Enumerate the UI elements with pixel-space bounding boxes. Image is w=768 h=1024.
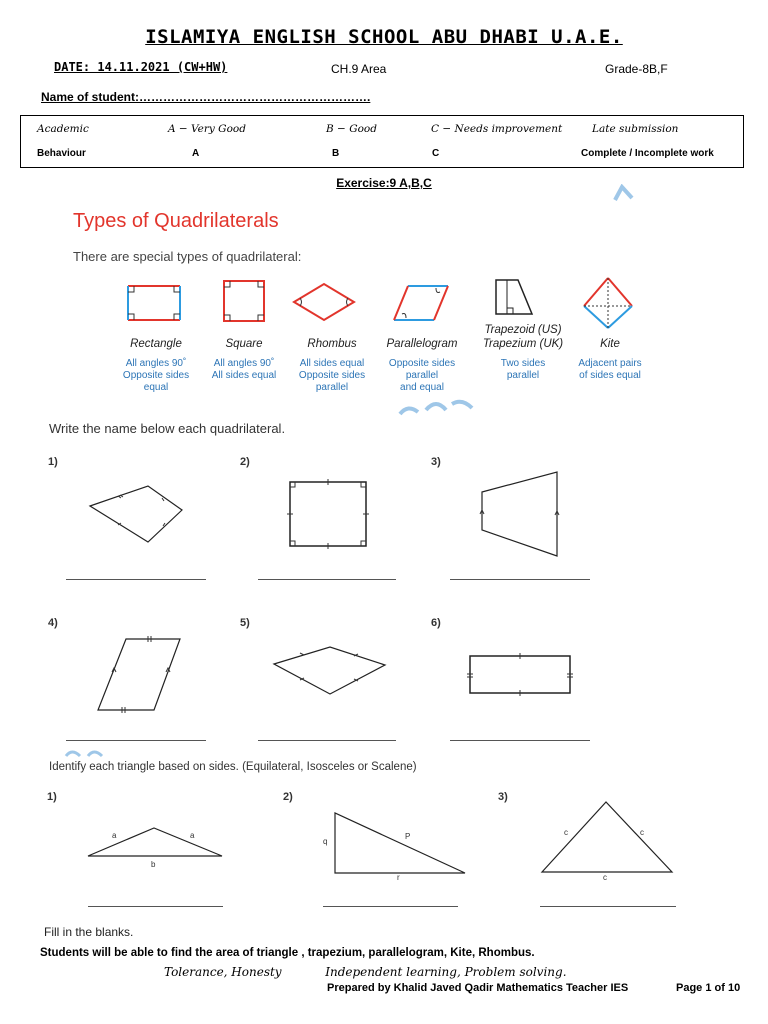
rhombus-figure bbox=[294, 284, 354, 320]
quadrilaterals-title: Types of Quadrilaterals bbox=[73, 210, 279, 232]
triangle-3-side-label: c bbox=[640, 828, 644, 837]
quadrilateral-figures bbox=[110, 274, 670, 336]
fill-blanks-label: Fill in the blanks. bbox=[44, 925, 134, 939]
answer-line[interactable] bbox=[66, 579, 206, 580]
triangle-2-side-label: q bbox=[323, 837, 328, 846]
assessment-behaviour: Behaviour bbox=[37, 148, 86, 159]
answer-line[interactable] bbox=[450, 579, 590, 580]
quad-name-kite: Kite bbox=[600, 338, 620, 350]
triangle-2-side-label: r bbox=[397, 873, 400, 882]
triangle-task-instruction: Identify each triangle based on sides. (Equilateral, Isosceles or Scalene) bbox=[49, 761, 417, 773]
school-title: ISLAMIYA ENGLISH SCHOOL ABU DHABI U.A.E. bbox=[145, 26, 623, 48]
quad-desc-square: All angles 90˚ All sides equal bbox=[211, 358, 277, 381]
triangle-3-side-label: c bbox=[564, 828, 568, 837]
answer-line[interactable] bbox=[258, 579, 396, 580]
shape-6-rectangle bbox=[470, 656, 570, 693]
assessment-submission-status: Complete / Incomplete work bbox=[581, 148, 714, 159]
quad-name-trapezoid: Trapezoid (US) bbox=[484, 324, 562, 336]
shape-4-parallelogram bbox=[98, 639, 180, 710]
shape-5-rhombus bbox=[274, 647, 385, 694]
trapezium-figure bbox=[496, 280, 532, 314]
triangle-1-side-label: a bbox=[112, 831, 117, 840]
question-number: 5) bbox=[240, 617, 250, 629]
name-task-instruction: Write the name below each quadrilateral. bbox=[49, 421, 286, 436]
answer-line[interactable] bbox=[323, 906, 458, 907]
triangle-1-side-label: a bbox=[190, 831, 195, 840]
triangle-1-side-label: b bbox=[151, 860, 156, 869]
quad-name-rectangle: Rectangle bbox=[130, 338, 182, 350]
watermark-mark bbox=[612, 184, 636, 204]
page-number: Page 1 of 10 bbox=[676, 982, 741, 994]
exercise-label: Exercise:9 A,B,C bbox=[336, 176, 432, 190]
quad-name-parallelogram: Parallelogram bbox=[386, 338, 458, 350]
kite-figure bbox=[584, 278, 632, 328]
triangle-2-side-label: P bbox=[405, 832, 411, 841]
parallelogram-figure bbox=[394, 286, 448, 320]
exercise-shapes bbox=[0, 470, 768, 720]
chapter-label: CH.9 Area bbox=[331, 62, 387, 76]
question-number: 4) bbox=[48, 617, 58, 629]
question-number: 2) bbox=[240, 456, 250, 468]
question-number: 2) bbox=[283, 791, 293, 803]
assessment-header-needs-improvement: C − Needs improvement bbox=[431, 123, 563, 135]
shape-3-trapezium bbox=[482, 472, 557, 556]
prepared-by: Prepared by Khalid Javed Qadir Mathematics Teacher IES bbox=[327, 982, 629, 994]
assessment-grade-b: B bbox=[332, 148, 340, 159]
watermark-mark bbox=[396, 394, 476, 420]
assessment-header-late-submission: Late submission bbox=[592, 123, 679, 135]
quad-desc-trapezium: Two sides parallel bbox=[500, 358, 546, 381]
quad-name-square: Square bbox=[225, 338, 263, 350]
answer-line[interactable] bbox=[258, 740, 396, 741]
quad-desc-rectangle: All angles 90˚ Opposite sides equal bbox=[122, 358, 190, 393]
values-1: Tolerance, Honesty bbox=[164, 965, 282, 979]
date-line: DATE: 14.11.2021 (CW+HW) bbox=[54, 60, 228, 74]
grade-label: Grade-8B,F bbox=[605, 62, 668, 76]
answer-line[interactable] bbox=[540, 906, 676, 907]
shape-1-kite bbox=[90, 486, 182, 542]
square-figure bbox=[224, 281, 264, 321]
quad-desc-kite: Adjacent pairs of sides equal bbox=[578, 358, 642, 381]
assessment-grade-a: A bbox=[192, 148, 200, 159]
triangle-3 bbox=[542, 802, 672, 872]
answer-line[interactable] bbox=[88, 906, 223, 907]
assessment-table bbox=[20, 115, 744, 168]
triangle-shapes bbox=[0, 795, 768, 885]
question-number: 3) bbox=[498, 791, 508, 803]
rectangle-figure bbox=[128, 286, 180, 320]
assessment-header-academic: Academic bbox=[37, 123, 89, 135]
answer-line[interactable] bbox=[66, 740, 206, 741]
triangle-3-side-label: c bbox=[603, 873, 607, 882]
assessment-header-good: B − Good bbox=[326, 123, 377, 135]
learning-objective: Students will be able to find the area of triangle , trapezium, parallelogram, Kite, Rhombus. bbox=[40, 947, 535, 959]
question-number: 1) bbox=[47, 791, 57, 803]
shape-2-square bbox=[290, 482, 366, 546]
quad-desc-parallelogram: Opposite sides parallel and equal bbox=[388, 358, 456, 393]
quad-desc-rhombus: All sides equal Opposite sides parallel bbox=[298, 358, 366, 393]
values-line bbox=[164, 965, 567, 979]
triangle-1 bbox=[88, 828, 222, 856]
question-number: 1) bbox=[48, 456, 58, 468]
student-name-field: Name of student:…………………………………………………. bbox=[41, 90, 371, 104]
question-number: 3) bbox=[431, 456, 441, 468]
answer-line[interactable] bbox=[450, 740, 590, 741]
quadrilaterals-subtitle: There are special types of quadrilateral: bbox=[73, 249, 302, 264]
quad-name-rhombus: Rhombus bbox=[307, 338, 357, 350]
quad-name-trapezium: Trapezium (UK) bbox=[482, 338, 564, 350]
assessment-grade-c: C bbox=[432, 148, 440, 159]
triangle-2 bbox=[335, 813, 465, 873]
values-2: Independent learning, Problem solving. bbox=[325, 965, 567, 979]
question-number: 6) bbox=[431, 617, 441, 629]
assessment-header-very-good: A − Very Good bbox=[168, 123, 246, 135]
watermark-mark bbox=[62, 746, 112, 760]
